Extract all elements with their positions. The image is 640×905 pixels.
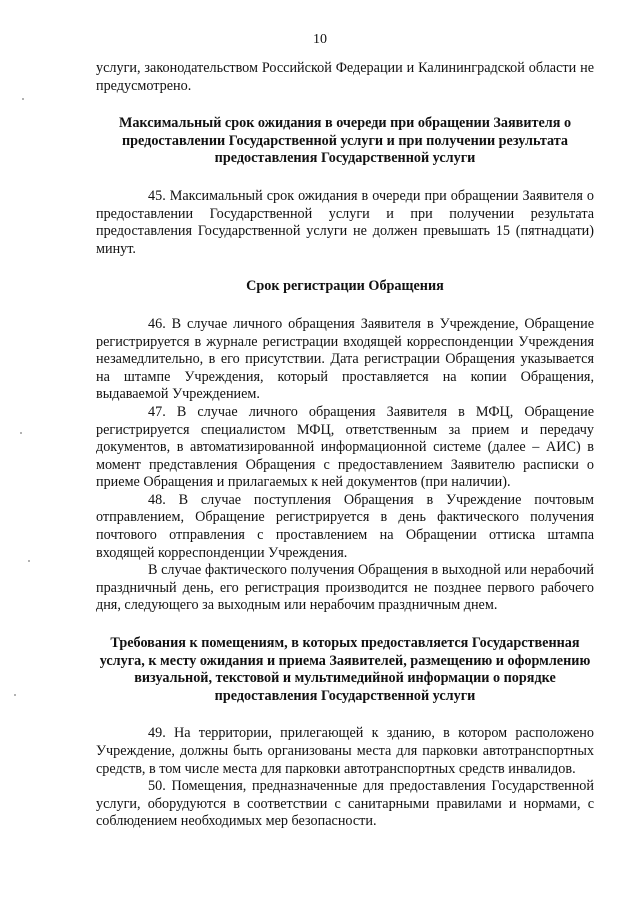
paragraph-47: 47. В случае личного обращения Заявителя в МФЦ, Обращение регистрируется специалистом МФЦ, ответственным за прием и передачу документов, в автоматизированной информационной системе (далее – АИС) в момент представления Обращения с предоставлением Заявителю расписки о приеме Обращения и прилагаемых к ней документов (при наличии).	[96, 403, 594, 491]
scan-speck	[22, 98, 24, 100]
scan-speck	[14, 694, 16, 696]
page-number: 10	[313, 32, 327, 47]
section-heading-waiting-time: Максимальный срок ожидания в очереди при обращении Заявителя о предоставлении Государственной услуги и при получении результата предоставления Государственной услуги	[118, 115, 572, 167]
paragraph-45: 45. Максимальный срок ожидания в очереди при обращении Заявителя о предоставлении Государственной услуги и при получении результата предоставления Государственной услуги не должен превышать 15 (пятнадцати) минут.	[96, 187, 594, 257]
paragraph-continuation: услуги, законодательством Российской Федерации и Калининградской области не предусмотрено.	[96, 60, 594, 94]
section-heading-premises-requirements: Требования к помещениям, в которых предоставляется Государственная услуга, к месту ожидания и приема Заявителей, размещению и оформлению визуальной, текстовой и мультимедийной информации о порядке предоставления Государственной услуги	[99, 635, 591, 704]
paragraph-48-continued: В случае фактического получения Обращения в выходной или нерабочий праздничный день, его регистрация производится не позднее первого рабочего дня, следующего за выходным или нерабочим праздничным днем.	[96, 562, 594, 614]
scan-speck	[20, 432, 22, 434]
paragraph-49: 49. На территории, прилегающей к зданию, в котором расположено Учреждение, должны быть организованы места для парковки автотранспортных средств, в том числе места для парковки автотранспортных средств инвалидов.	[96, 725, 594, 777]
paragraph-50: 50. Помещения, предназначенные для предоставления Государственной услуги, оборудуются в соответствии с санитарными правилами и нормами, с соблюдением необходимых мер безопасности.	[96, 778, 594, 830]
scan-speck	[28, 560, 30, 562]
paragraph-48: 48. В случае поступления Обращения в Учреждение почтовым отправлением, Обращение регистрируется в день фактического получения почтового отправления с проставлением на Обращении оттиска штампа входящей корреспонденции Учреждения.	[96, 491, 594, 561]
paragraph-46: 46. В случае личного обращения Заявителя в Учреждение, Обращение регистрируется в журнале регистрации входящей корреспонденции Учреждения незамедлительно, в его присутствии. Дата регистрации Обращения указывается на штампе Учреждения, который проставляется на копии Обращения, выдаваемой Учреждением.	[96, 315, 594, 403]
section-heading-registration: Срок регистрации Обращения	[246, 278, 444, 295]
document-body	[96, 60, 594, 831]
